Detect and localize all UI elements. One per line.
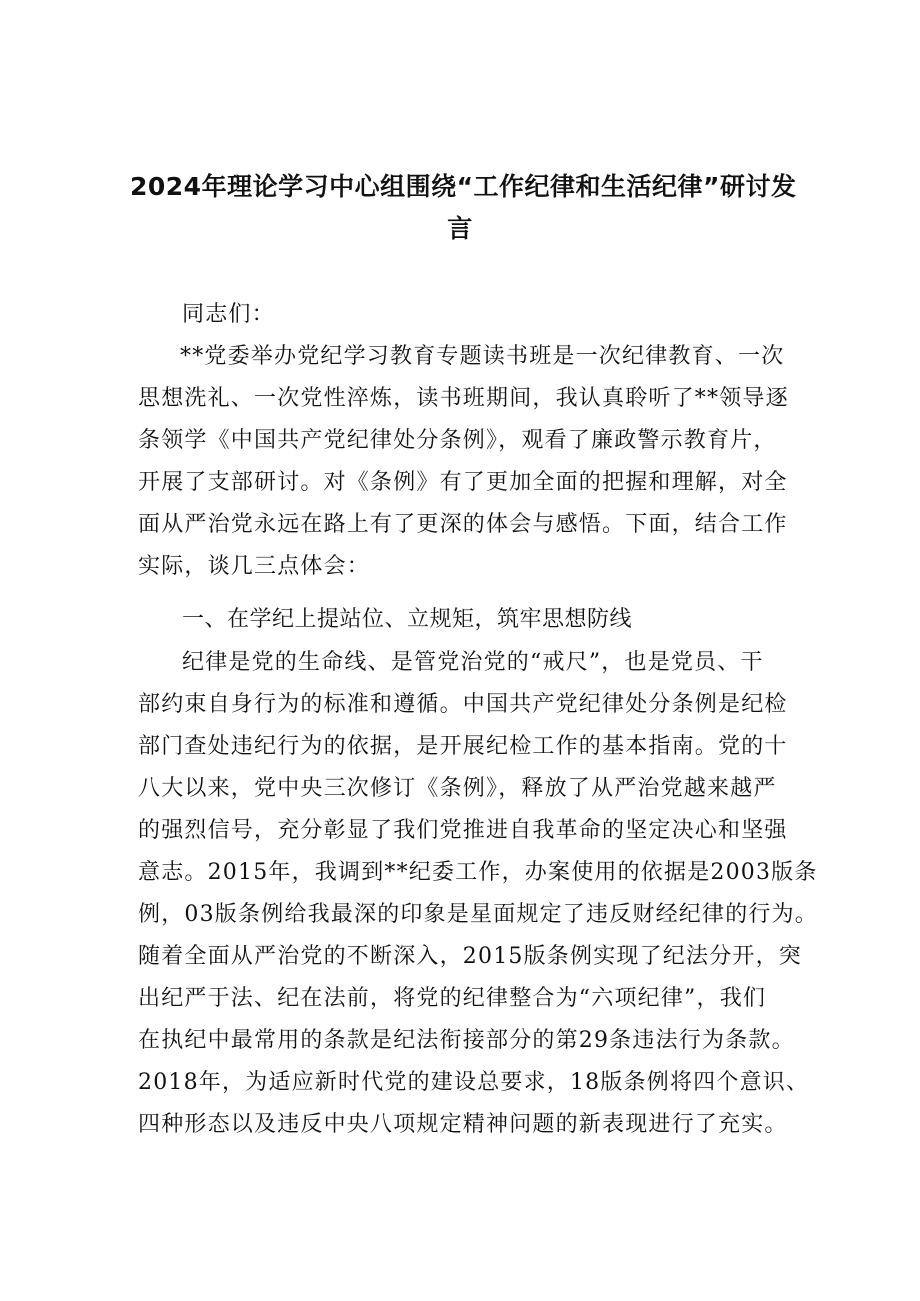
section1-line-3: 部门查处违纪行为的依据，是开展纪检工作的基本指南。党的十 xyxy=(138,734,788,759)
section1-line-5: 的强烈信号，充分彰显了我们党推进自我革命的坚定决心和坚强 xyxy=(138,818,788,843)
document-title-line-1: 2024年理论学习中心组围绕“工作纪律和生活纪律”研讨发 xyxy=(130,172,797,201)
section1-line-10: 在执纪中最常用的条款是纪法衔接部分的第29条违法行为条款。 xyxy=(138,1028,795,1053)
section1-line-1: 纪律是党的生命线、是管党治党的“戒尺”，也是党员、干 xyxy=(182,650,764,675)
intro-line-6: 实际，谈几三点体会： xyxy=(138,554,371,579)
section1-line-4: 八大以来，党中央三次修订《条例》，释放了从严治党越来越严 xyxy=(138,776,777,801)
salutation: 同志们： xyxy=(182,302,275,327)
section-heading-1: 一、在学纪上提站位、立规矩，筑牢思想防线 xyxy=(182,607,633,632)
section1-line-8: 随着全面从严治党的不断深入，2015版条例实现了纪法分开，突 xyxy=(138,944,802,969)
section1-line-12: 四种形态以及违反中央八项规定精神问题的新表现进行了充实。 xyxy=(138,1112,788,1137)
intro-line-1: **党委举办党纪学习教育专题读书班是一次纪律教育、一次 xyxy=(180,344,785,369)
section1-line-2: 部约束自身行为的标准和遵循。中国共产党纪律处分条例是纪检 xyxy=(138,692,788,717)
section1-line-11: 2018年，为适应新时代党的建设总要求，18版条例将四个意识、 xyxy=(138,1070,810,1095)
section1-line-7: 例，03版条例给我最深的印象是星面规定了违反财经纪律的行为。 xyxy=(138,902,818,927)
intro-line-3: 条领学《中国共产党纪律处分条例》，观看了廉政警示教育片， xyxy=(138,428,777,453)
intro-line-4: 开展了支部研讨。对《条例》有了更加全面的把握和理解，对全 xyxy=(138,470,788,495)
intro-line-5: 面从严治党永远在路上有了更深的体会与感悟。下面，结合工作 xyxy=(138,512,788,537)
section1-line-9: 出纪严于法、纪在法前，将党的纪律整合为“六项纪律”，我们 xyxy=(138,986,767,1011)
section1-line-6: 意志。2015年，我调到**纪委工作，办案使用的依据是2003版条 xyxy=(138,860,818,885)
document-title-line-2: 言 xyxy=(447,214,473,243)
intro-line-2: 思想洗礼、一次党性淬炼，读书班期间，我认真聆听了**领导逐 xyxy=(138,386,789,411)
